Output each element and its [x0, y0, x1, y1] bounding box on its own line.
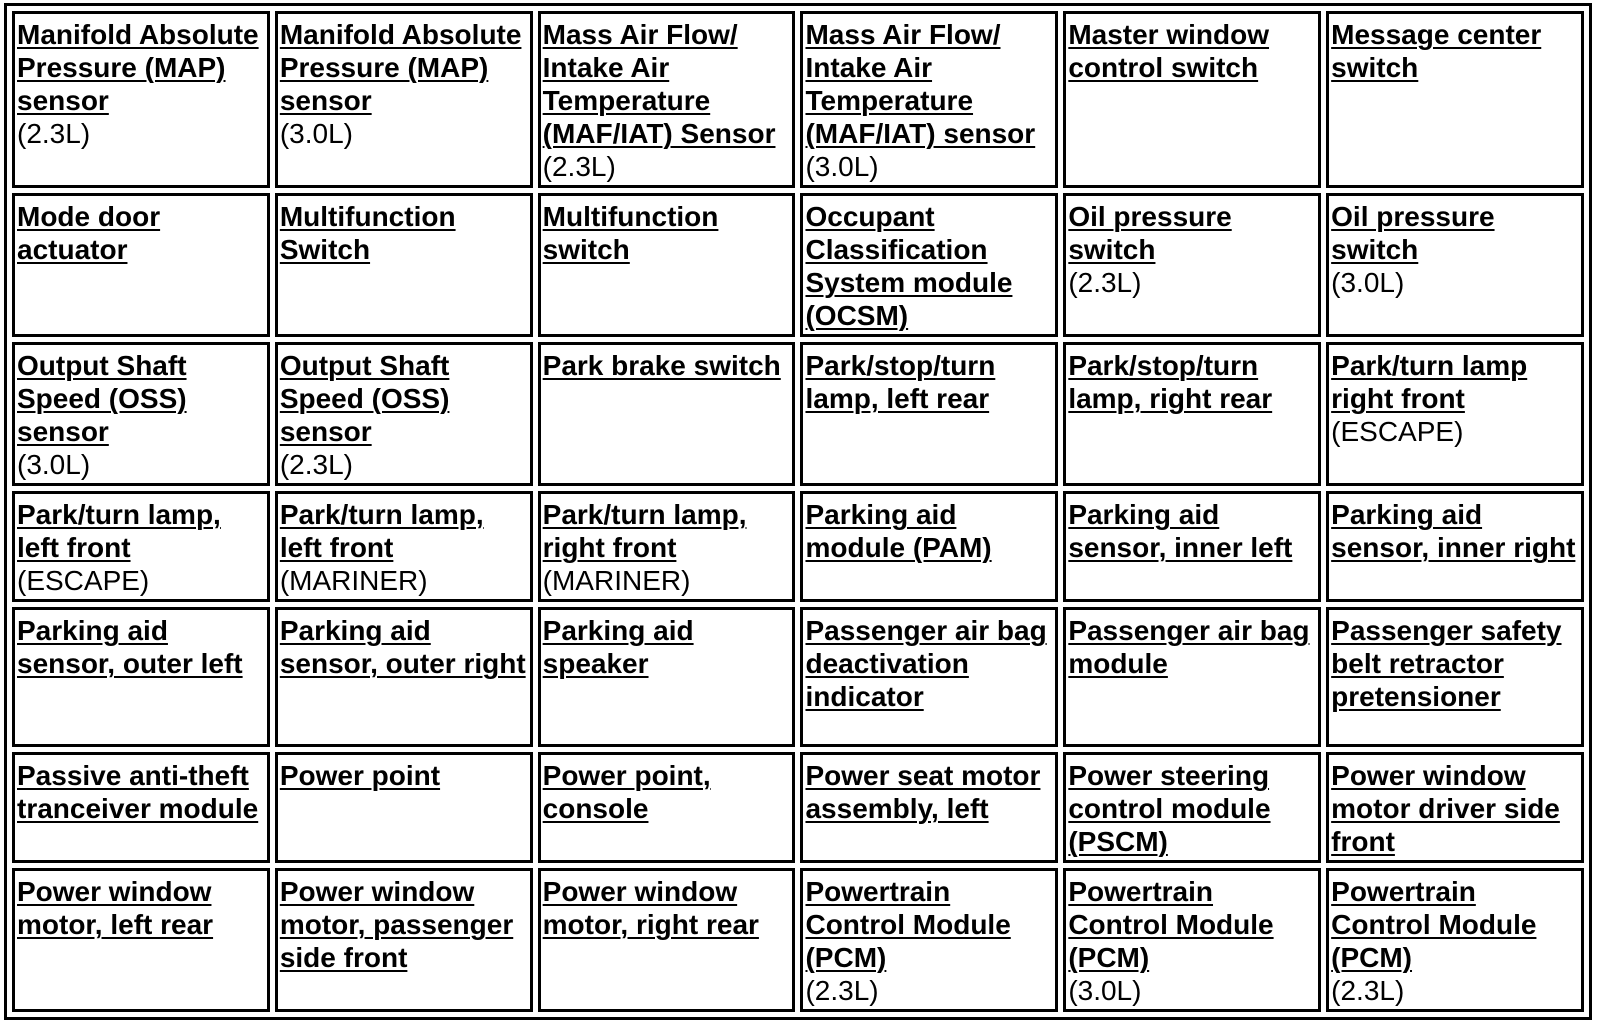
- component-link[interactable]: Mass Air Flow/ Intake Air Temperature (MAF/IAT) sensor: [805, 19, 1036, 149]
- component-link[interactable]: Mode door actuator: [17, 201, 161, 265]
- component-link[interactable]: Output Shaft Speed (OSS) sensor: [279, 350, 450, 447]
- component-cell: [1326, 868, 1584, 1012]
- component-cell: [12, 491, 270, 602]
- table-row: [12, 342, 1584, 486]
- table-row: [12, 491, 1584, 602]
- component-link[interactable]: Power window motor, passenger side front: [279, 876, 514, 973]
- component-cell: [1063, 491, 1321, 602]
- component-cell: [1326, 491, 1584, 602]
- component-link[interactable]: Park/turn lamp, left front: [17, 499, 221, 563]
- component-link[interactable]: Power seat motor assembly, left: [805, 760, 1041, 824]
- component-link[interactable]: Manifold Absolute Pressure (MAP) sensor: [17, 19, 259, 116]
- table-row: [12, 752, 1584, 863]
- component-link[interactable]: Power point: [279, 760, 441, 791]
- component-cell: [800, 193, 1058, 337]
- component-cell: [12, 868, 270, 1012]
- component-variant-note: (3.0L): [279, 118, 353, 149]
- table-row: [12, 11, 1584, 188]
- component-link[interactable]: Passenger air bag deactivation indicator: [805, 615, 1047, 712]
- component-link[interactable]: Occupant Classification System module (OCSM): [805, 201, 1013, 331]
- component-link[interactable]: Oil pressure switch: [1068, 201, 1232, 265]
- component-cell: [800, 342, 1058, 486]
- component-cell: [1063, 752, 1321, 863]
- component-link[interactable]: Message center switch: [1331, 19, 1542, 83]
- table-row: [12, 193, 1584, 337]
- component-cell: [275, 752, 533, 863]
- component-link[interactable]: Parking aid module (PAM): [805, 499, 992, 563]
- component-cell: [12, 607, 270, 747]
- component-cell: [12, 342, 270, 486]
- component-link[interactable]: Parking aid sensor, outer left: [17, 615, 243, 679]
- component-variant-note: (2.3L): [17, 118, 91, 149]
- component-cell: [275, 193, 533, 337]
- component-link[interactable]: Powertrain Control Module (PCM): [1068, 876, 1274, 973]
- table-row: [12, 868, 1584, 1012]
- component-link[interactable]: Passenger air bag module: [1068, 615, 1310, 679]
- component-variant-note: (2.3L): [279, 449, 353, 480]
- component-link[interactable]: Park/turn lamp right front: [1331, 350, 1528, 414]
- component-variant-note: (3.0L): [1331, 267, 1405, 298]
- component-link[interactable]: Power point, console: [542, 760, 711, 824]
- component-link[interactable]: Park/turn lamp, left front: [279, 499, 484, 563]
- component-link[interactable]: Power window motor, left rear: [17, 876, 214, 940]
- component-cell: [12, 11, 270, 188]
- component-cell: [538, 752, 796, 863]
- component-link[interactable]: Park/stop/turn lamp, left rear: [805, 350, 996, 414]
- component-variant-note: (ESCAPE): [17, 565, 150, 596]
- component-cell: [1326, 752, 1584, 863]
- component-link[interactable]: Park brake switch: [542, 350, 781, 381]
- component-cell: [275, 868, 533, 1012]
- component-cell: [1063, 868, 1321, 1012]
- component-cell: [538, 868, 796, 1012]
- component-link[interactable]: Output Shaft Speed (OSS) sensor: [17, 350, 187, 447]
- component-link[interactable]: Master window control switch: [1068, 19, 1270, 83]
- component-variant-note: (2.3L): [805, 975, 879, 1006]
- component-cell: [538, 607, 796, 747]
- component-link[interactable]: Parking aid speaker: [542, 615, 694, 679]
- component-variant-note: (2.3L): [1068, 267, 1142, 298]
- component-variant-note: (MARINER): [279, 565, 428, 596]
- component-link[interactable]: Power steering control module (PSCM): [1068, 760, 1271, 857]
- component-link[interactable]: Power window motor, right rear: [542, 876, 759, 940]
- component-link[interactable]: Powertrain Control Module (PCM): [805, 876, 1011, 973]
- component-cell: [1326, 607, 1584, 747]
- component-cell: [1326, 342, 1584, 486]
- component-cell: [275, 491, 533, 602]
- component-cell: [538, 491, 796, 602]
- component-variant-note: (3.0L): [1068, 975, 1142, 1006]
- component-variant-note: (MARINER): [542, 565, 691, 596]
- component-cell: [538, 11, 796, 188]
- component-link[interactable]: Park/stop/turn lamp, right rear: [1068, 350, 1273, 414]
- component-cell: [1326, 11, 1584, 188]
- table-row: [12, 607, 1584, 747]
- component-variant-note: (3.0L): [805, 151, 879, 182]
- component-index-body: [12, 11, 1584, 1012]
- component-link[interactable]: Power window motor driver side front: [1331, 760, 1560, 857]
- component-link[interactable]: Parking aid sensor, inner right: [1331, 499, 1576, 563]
- component-cell: [275, 11, 533, 188]
- component-cell: [1063, 342, 1321, 486]
- component-variant-note: (2.3L): [542, 151, 616, 182]
- component-cell: [538, 193, 796, 337]
- component-variant-note: (3.0L): [17, 449, 91, 480]
- component-link[interactable]: Passive anti-theft tranceiver module: [17, 760, 259, 824]
- component-cell: [1326, 193, 1584, 337]
- component-cell: [275, 607, 533, 747]
- component-cell: [800, 11, 1058, 188]
- component-link[interactable]: Park/turn lamp, right front: [542, 499, 747, 563]
- component-cell: [800, 752, 1058, 863]
- component-variant-note: (ESCAPE): [1331, 416, 1464, 447]
- component-link[interactable]: Passenger safety belt retractor pretensioner: [1331, 615, 1562, 712]
- component-cell: [12, 193, 270, 337]
- component-link[interactable]: Manifold Absolute Pressure (MAP) sensor: [279, 19, 522, 116]
- component-cell: [538, 342, 796, 486]
- component-cell: [1063, 607, 1321, 747]
- component-index-table: [4, 3, 1592, 1020]
- component-cell: [800, 491, 1058, 602]
- component-cell: [12, 752, 270, 863]
- component-link[interactable]: Parking aid sensor, outer right: [279, 615, 526, 679]
- component-link[interactable]: Parking aid sensor, inner left: [1068, 499, 1293, 563]
- component-link[interactable]: Multifunction Switch: [279, 201, 456, 265]
- component-cell: [1063, 193, 1321, 337]
- component-link[interactable]: Multifunction switch: [542, 201, 719, 265]
- component-link[interactable]: Oil pressure switch: [1331, 201, 1495, 265]
- component-cell: [1063, 11, 1321, 188]
- component-cell: [800, 607, 1058, 747]
- component-link[interactable]: Mass Air Flow/ Intake Air Temperature (MAF/IAT) Sensor: [542, 19, 776, 149]
- component-variant-note: (2.3L): [1331, 975, 1405, 1006]
- component-cell: [800, 868, 1058, 1012]
- component-cell: [275, 342, 533, 486]
- component-link[interactable]: Powertrain Control Module (PCM): [1331, 876, 1537, 973]
